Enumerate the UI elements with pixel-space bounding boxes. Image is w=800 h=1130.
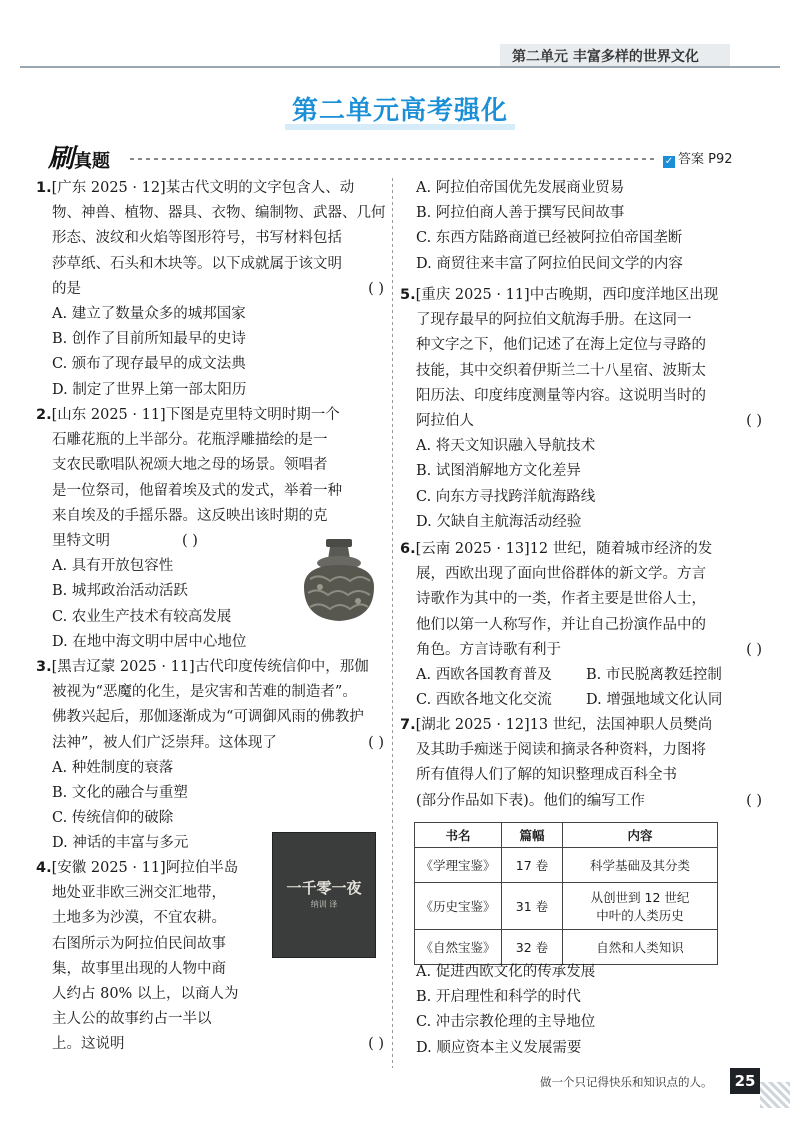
question-6 xyxy=(400,537,762,713)
question-number: 2. xyxy=(36,407,52,423)
question-text: [山东 2025 · 11]下图是克里特文明时期一个 xyxy=(51,407,340,423)
question-text: 被视为“恶魔的化生，是灾害和苦难的制造者”。 xyxy=(52,684,357,701)
question-text: 支农民歌唱队祝颂大地之母的场景。领唱者 xyxy=(52,457,328,474)
table-row xyxy=(415,848,718,883)
answer-blank[interactable]: ( ) xyxy=(182,533,198,550)
book-subtitle: 纳训 译 xyxy=(310,900,338,909)
option-c[interactable]: C. 东西方陆路商道已经被阿拉伯帝国垄断 xyxy=(416,230,683,247)
option-d[interactable]: D. 商贸往来丰富了阿拉伯民间文学的内容 xyxy=(416,255,683,272)
question-text: [广东 2025 · 12]某古代文明的文字包含人、动 xyxy=(51,180,355,196)
question-text: 展，西欧出现了面向世俗群体的新文学。方言 xyxy=(416,566,706,583)
question-text: 右图所示为阿拉伯民间故事 xyxy=(52,935,226,952)
option-d[interactable]: D. 神话的丰富与多元 xyxy=(52,835,189,852)
question-text: [安徽 2025 · 11]阿拉伯半岛 xyxy=(51,860,239,876)
question-text: 技能，其中交织着伊斯兰二十八星宿、波斯太 xyxy=(416,362,706,379)
question-text: 集，故事里出现的人物中商 xyxy=(52,960,226,977)
question-number: 3. xyxy=(36,659,52,675)
table-cell: 《自然宝鉴》 xyxy=(415,930,502,965)
footer-slogan: 做一个只记得快乐和知识点的人。 xyxy=(540,1075,713,1089)
option-c[interactable]: C. 冲击宗教伦理的主导地位 xyxy=(416,1014,596,1031)
question-number: 7. xyxy=(400,717,416,733)
question-4-options xyxy=(400,176,760,277)
option-a[interactable]: A. 将天文知识融入导航技术 xyxy=(416,438,596,455)
answer-blank[interactable]: ( ) xyxy=(368,1036,384,1053)
answer-ref-text: 答案 P92 xyxy=(678,152,733,167)
question-text: 来自埃及的手摇乐器。这反映出该时期的克 xyxy=(52,507,328,524)
section-label-rest: 真题 xyxy=(74,151,111,172)
header-divider xyxy=(20,66,780,68)
column-divider xyxy=(392,178,393,1068)
answer-blank[interactable]: ( ) xyxy=(746,792,762,809)
question-text: 法神”，被人们广泛崇拜。这体现了 xyxy=(52,734,277,751)
book-cover-image xyxy=(272,832,376,958)
question-text: 种文字之下，他们记述了在海上定位与寻路的 xyxy=(416,337,706,354)
page-number: 25 xyxy=(730,1068,760,1094)
answer-blank[interactable]: ( ) xyxy=(746,641,762,658)
check-icon: ✓ xyxy=(664,156,674,167)
unit-title: 第二单元 丰富多样的世界文化 xyxy=(512,49,699,65)
question-text: 人约占 80% 以上，以商人为 xyxy=(52,986,239,1003)
question-text: 佛教兴起后，那伽逐渐成为“可调御风雨的佛教护 xyxy=(52,709,364,726)
answer-blank[interactable]: ( ) xyxy=(746,413,762,430)
question-text: [重庆 2025 · 11]中古晚期，西印度洋地区出现 xyxy=(415,287,719,303)
reference-table xyxy=(414,822,718,965)
option-a[interactable]: A. 建立了数量众多的城邦国家 xyxy=(52,306,246,323)
option-d[interactable]: D. 在地中海文明中居中心地位 xyxy=(52,633,247,650)
option-b[interactable]: B. 市民脱离教廷控制 xyxy=(586,667,722,684)
option-d[interactable]: D. 增强地域文化认同 xyxy=(586,692,723,709)
question-number: 1. xyxy=(36,180,52,196)
question-text: 是一位祭司，他留着埃及式的发式，举着一种 xyxy=(52,482,342,499)
question-text: 的是 xyxy=(52,280,81,297)
answer-reference xyxy=(663,148,733,168)
table-cell: 32 卷 xyxy=(502,930,563,965)
option-a[interactable]: A. 具有开放包容性 xyxy=(52,558,174,575)
question-7 xyxy=(400,713,762,814)
option-b[interactable]: B. 城邦政治活动活跃 xyxy=(52,583,188,600)
option-b[interactable]: B. 创作了目前所知最早的史诗 xyxy=(52,331,246,348)
question-text: 上。这说明 xyxy=(52,1036,125,1053)
question-text: 及其助手痴迷于阅读和摘录各种资料，力图将 xyxy=(416,742,706,759)
option-c[interactable]: C. 颁布了现存最早的成文法典 xyxy=(52,356,246,373)
table-row xyxy=(415,883,718,930)
option-a[interactable]: A. 促进西欧文化的传承发展 xyxy=(416,964,596,980)
table-header: 内容 xyxy=(563,823,718,848)
question-3 xyxy=(36,655,384,857)
option-c[interactable]: C. 农业生产技术有较高发展 xyxy=(52,608,232,625)
option-c[interactable]: C. 传统信仰的破除 xyxy=(52,810,174,827)
question-text: 莎草纸、石头和木块等。以下成就属于该文明 xyxy=(52,255,342,272)
question-text: 物、神兽、植物、器具、衣物、编制物、武器、几何 xyxy=(52,205,386,222)
question-text: 石雕花瓶的上半部分。花瓶浮雕描绘的是一 xyxy=(52,432,328,449)
question-text: [黑吉辽蒙 2025 · 11]古代印度传统信仰中，那伽 xyxy=(51,659,369,675)
question-text: 诗歌作为其中的一类，作者主要是世俗人士， xyxy=(416,591,706,608)
book-title: 一千零一夜 xyxy=(286,879,362,897)
table-cell: 自然和人类知识 xyxy=(563,930,718,965)
table-cell-line: 中叶的人类历史 xyxy=(596,908,684,923)
question-text: (部分作品如下表)。他们的编写工作 xyxy=(416,792,645,809)
option-a[interactable]: A. 种姓制度的衰落 xyxy=(52,759,174,776)
answer-blank[interactable]: ( ) xyxy=(368,734,384,751)
question-1 xyxy=(36,176,384,403)
section-label xyxy=(48,138,110,175)
question-text: 角色。方言诗歌有利于 xyxy=(416,641,561,658)
option-d[interactable]: D. 制定了世界上第一部太阳历 xyxy=(52,381,247,398)
question-text: 地处亚非欧三洲交汇地带， xyxy=(52,885,226,902)
section-divider xyxy=(130,158,658,160)
question-text: 主人公的故事约占一半以 xyxy=(52,1011,212,1028)
option-c[interactable]: C. 向东方寻找跨洋航海路线 xyxy=(416,488,596,505)
question-5 xyxy=(400,283,762,535)
table-cell: 31 卷 xyxy=(502,883,563,930)
option-b[interactable]: B. 文化的融合与重塑 xyxy=(52,785,188,802)
option-d[interactable]: D. 顺应资本主义发展需要 xyxy=(416,1039,582,1056)
question-text: [云南 2025 · 13]12 世纪，随着城市经济的发 xyxy=(415,541,713,557)
table-header: 篇幅 xyxy=(502,823,563,848)
question-text: 形态、波纹和火焰等图形符号，书写材料包括 xyxy=(52,230,342,247)
question-text: 他们以第一人称写作，并让自己扮演作品中的 xyxy=(416,616,706,633)
page-title: 第二单元高考强化 xyxy=(291,96,508,126)
table-cell: 17 卷 xyxy=(502,848,563,883)
table-header: 书名 xyxy=(415,823,502,848)
section-label-brush: 刷 xyxy=(48,144,75,174)
question-text: 所有值得人们了解的知识整理成百科全书 xyxy=(416,767,677,784)
page-corner-decoration xyxy=(760,1082,790,1108)
table-cell: 《历史宝鉴》 xyxy=(415,883,502,930)
option-a[interactable]: A. 西欧各国教育普及 xyxy=(416,667,552,684)
question-number: 6. xyxy=(400,541,416,557)
question-text: 阳历法、印度纬度测量等内容。这说明当时的 xyxy=(416,387,706,404)
question-text: [湖北 2025 · 12]13 世纪，法国神职人员樊尚 xyxy=(415,717,713,733)
table-header-row xyxy=(415,823,718,848)
table-cell-line: 从创世到 12 世纪 xyxy=(590,890,690,905)
question-text: 阿拉伯人 xyxy=(416,413,474,430)
option-b[interactable]: B. 开启理性和科学的时代 xyxy=(416,989,581,1006)
table-cell: 科学基础及其分类 xyxy=(563,848,718,883)
answer-blank[interactable]: ( ) xyxy=(368,280,384,297)
question-text: 土地多为沙漠，不宜农耕。 xyxy=(52,910,226,927)
question-number: 5. xyxy=(400,287,416,303)
option-b[interactable]: B. 阿拉伯商人善于撰写民间故事 xyxy=(416,205,625,222)
question-text: 了现存最早的阿拉伯文航海手册。在这同一 xyxy=(416,312,692,329)
option-b[interactable]: B. 试图消解地方文化差异 xyxy=(416,463,581,480)
question-7-options xyxy=(400,960,762,1061)
table-cell xyxy=(563,883,718,930)
option-c[interactable]: C. 西欧各地文化交流 xyxy=(416,692,552,709)
option-a[interactable]: A. 阿拉伯帝国优先发展商业贸易 xyxy=(416,180,625,196)
question-text: 里特文明 xyxy=(52,533,110,550)
table-cell: 《学理宝鉴》 xyxy=(415,848,502,883)
question-number: 4. xyxy=(36,860,52,876)
option-d[interactable]: D. 欠缺自主航海活动经验 xyxy=(416,513,582,530)
vase-image xyxy=(300,535,378,623)
